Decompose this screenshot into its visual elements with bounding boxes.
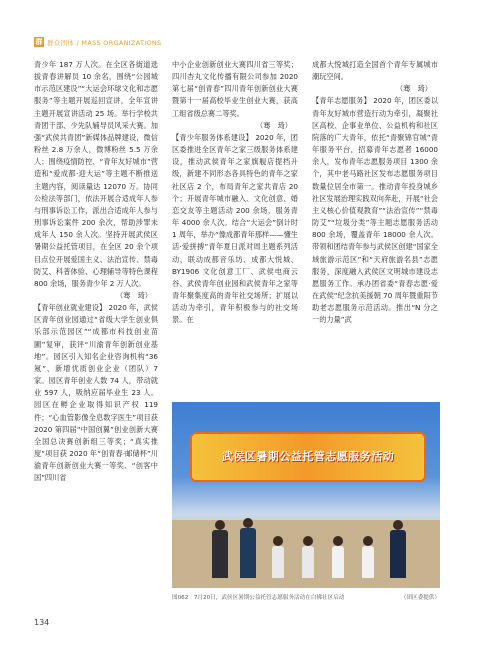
section-title: 群众团体 / MASS ORGANIZATIONS xyxy=(47,38,162,47)
paragraph: 【青年志愿服务】 2020 年，团区委以青年友好城市营造行动为牵引，凝聚社区高校、企事业单位、公益机构和社区院落的广大青年，依托“青聚锦官城”青年服务平台，招募青年志愿者 16000 余人，发布青年志愿服务项目 1300 余个，其中老马路社区发布志愿服务项目数量位居全市第一。推动青年投身城乡社区发展治理实践双向奔赴，开展“社会主义核心价值观教育”“法治宣传”“禁毒防艾”“垃圾分类”等主题志愿服务活动 800 余场，覆盖青年 18000 余人次。带领和团结青年参与武侯区创建“国家全域旅游示范区”和“天府旅游名县”志愿服务，深度融入武侯区文明城市建设志愿服务工作。承办团省委“青春志愿·爱在武侯”纪念抗美援朝 70 周年暨重阳节助老志愿服务示范活动。推出“N 分之一的力量”武 xyxy=(312,96,438,325)
paragraph: 【青年创业就业建设】 2020 年，武侯区青年创业园通过“省级大学生创业俱乐部示范园区”“成都市科技创业苗圃”复审，获评“川渝青年创新创业基地”。园区引入知名企业咨询机构“36 氪”、新增优质创业企业（团队）7 家。园区青年创业人数 74 人，带动就业 597 人，吸纳应届毕业生 23 人。园区在孵企业取得知识产权 119 件；“心血管影像全息数字医生”项目获 2020 第四届“中国创翼”创业创新大赛全国总决赛创新组三等奖；“真实推度”项目获 2020 年“创青春·邮储杯”川渝青年创新创业大赛一等奖、“创客中国”四川省 xyxy=(34,303,158,483)
caption-credit: （团区委提供） xyxy=(400,595,440,601)
author-attribution: （骞 琦） xyxy=(396,84,432,94)
person-figure xyxy=(212,520,228,578)
caption-text: 图062 7月20日，武侯区暑期公益托管志愿服务活动在白佛社区启动 xyxy=(172,595,345,601)
person-figure xyxy=(332,536,344,578)
section-icon-glyph: 群 xyxy=(35,37,43,46)
page-number: 134 xyxy=(34,618,50,627)
section-header xyxy=(34,36,161,48)
text-column-2 xyxy=(172,59,298,326)
event-banner xyxy=(190,432,426,482)
section-icon xyxy=(34,37,44,47)
paragraph: 中小企业创新创业大赛四川省三等奖；四川杏丸文化传播有限公司参加 2020 第七届“创青春”四川青年创新创业大赛暨第十一届高校毕业生创业大赛，获高工组省级总赛二等奖。 xyxy=(172,60,298,118)
event-photo xyxy=(172,402,440,588)
author-attribution: （骞 琦） xyxy=(256,120,292,130)
text-column-1 xyxy=(34,59,158,484)
paragraph: 青少年 187 万人次。在全区各街道选拔青春讲解员 10 余名，围绕“公园城市示范区建设”“大运会环球文化和志愿服务”等主题开展巡回宣讲，全年宣讲主题开展宣讲活动 25 场。举行学校共青团干部、少先队辅导员风采大赛。加强“武侯共青团”新媒体品牌建设，微信粉丝 2.8 万余人，微博粉丝 5.5 万余人；围绕疫情防控、“青年友好城市”营造和“爱成都·迎大运”等主题不断推送主题内容，阅读量达 12070 万。协同公检法等部门，依法开展合适成年人参与刑事诉讼工作，派出合适成年人参与刑事诉讼案件 200 余次，帮助涉罪未成年人 150 余人次。坚持开展武侯区暑期公益托管项目，在全区 20 余个项目点位开展爱国主义、法治宣传、禁毒防艾、科普体验、心理辅导等特色课程 800 余场，服务青少年 2 万人次。 xyxy=(34,60,158,288)
person-figure xyxy=(272,536,284,578)
person-figure xyxy=(390,520,406,578)
paragraph: 【青少年服务体系建设】 2020 年，团区委推进全区青年之家三级服务体系建设，推动武侯青年之家旗舰店提档升级，新建不同形态各具特色的青年之家社区店 2 个，布局青年之家共青店 20 个；开展青年城市融入、文化创意、婚恋交友等主题活动 200 余场，服务青年 4000 余人次。结合“大运会”倒计时 1 周年，举办“像成都青年那样——懂生活·爱拼搏”青年夏日派对周主题系列活动，联动成都音乐坊、成都大悦城、BY1906 文化创意工厂、武侯电商云谷、武侯青年创业园和武侯青年之家等青年聚集度高的青年社交场所；扩展以活动为牵引，青年积极参与的社交场景。在 xyxy=(172,132,298,325)
text-column-3 xyxy=(312,59,438,326)
paragraph: 成都大悦城打造全国首个青年专属城市潮玩空间。 xyxy=(312,60,438,82)
person-figure xyxy=(302,536,314,578)
person-figure xyxy=(362,536,374,578)
banner-title: 武侯区暑期公益托管志愿服务活动 xyxy=(221,450,395,463)
photo-caption xyxy=(172,593,440,601)
author-attribution: （骞 琦） xyxy=(116,290,152,300)
person-figure xyxy=(240,518,256,578)
